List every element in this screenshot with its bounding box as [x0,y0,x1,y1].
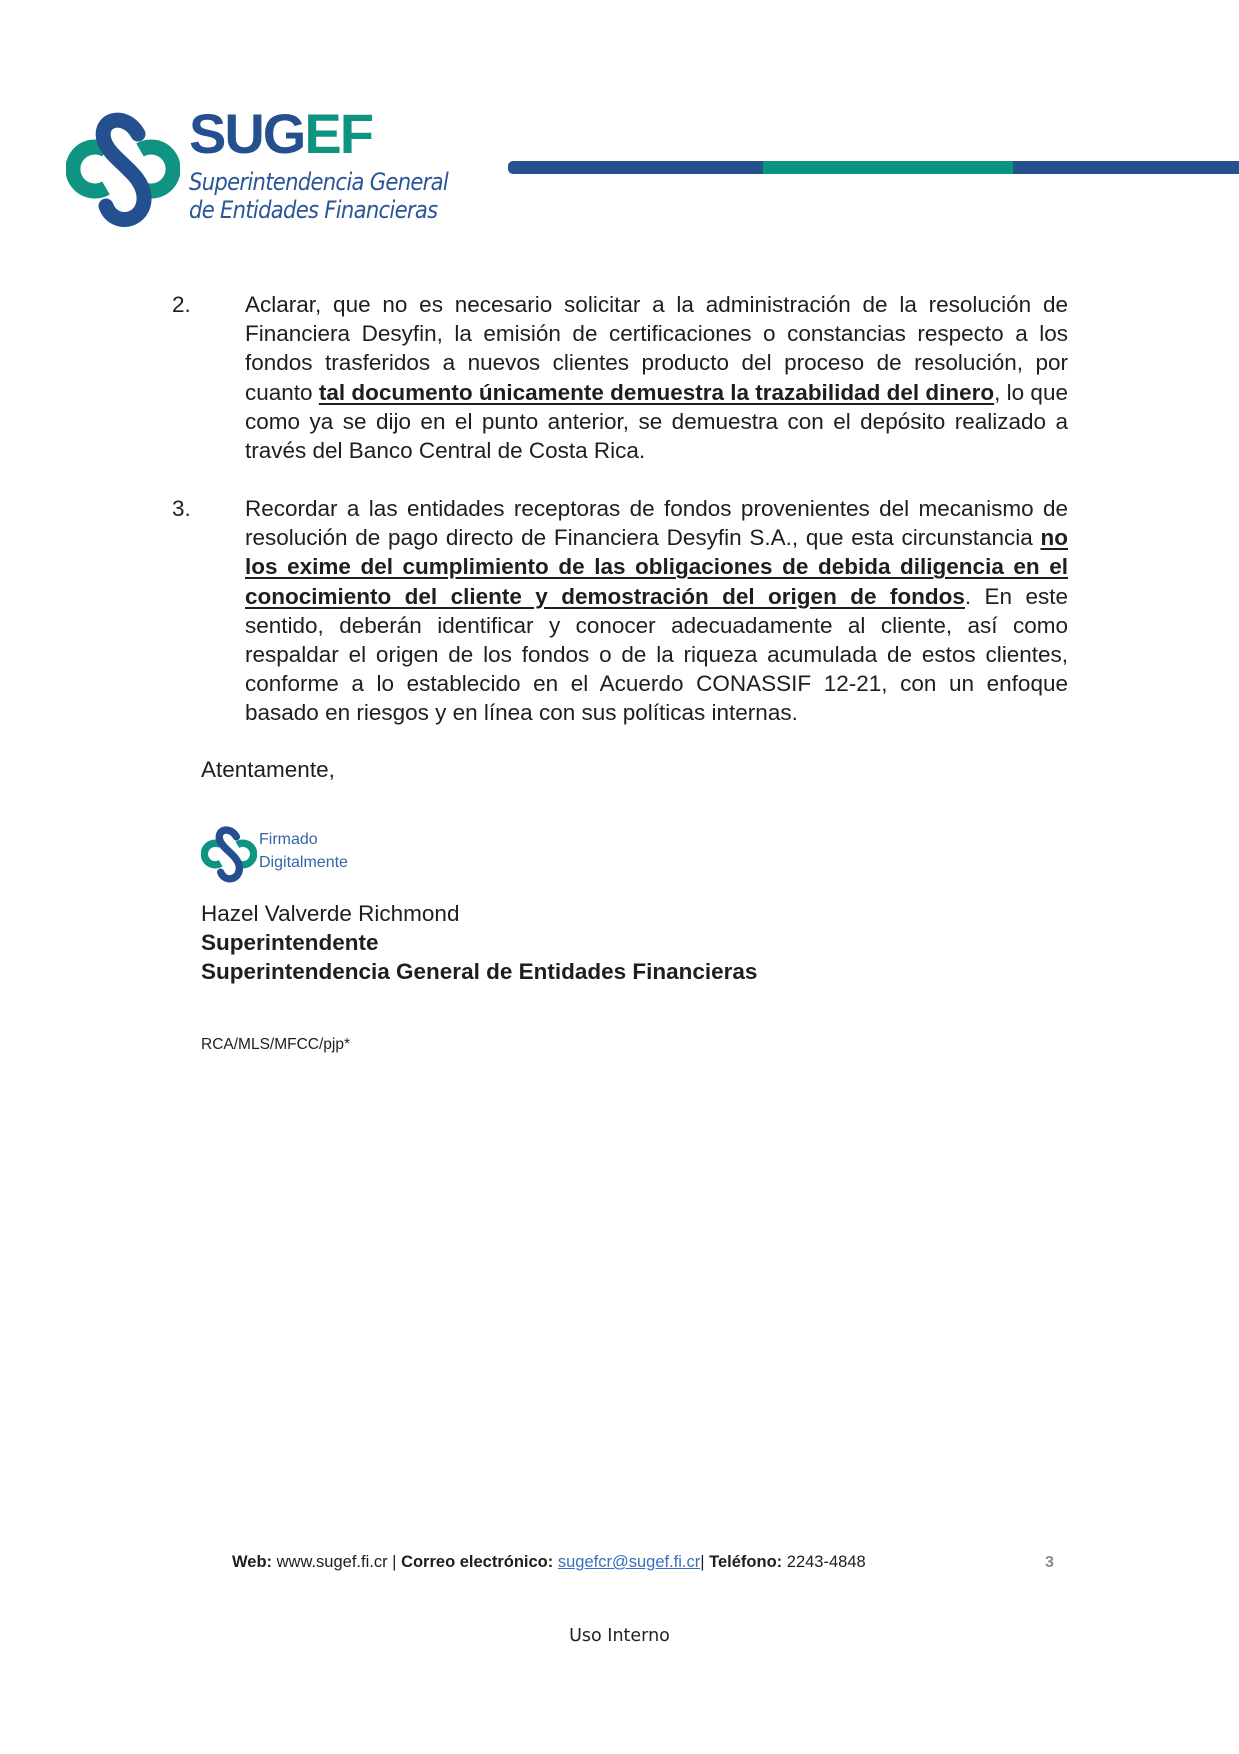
separator: | [392,1553,397,1571]
phone-value: 2243-4848 [786,1553,866,1571]
text-segment: Recordar a las entidades receptoras de fondos provenientes del mecanismo de resolución de pago directo de Financiera Desyfin S.A., que esta circunstancia [245,496,1068,551]
classification-label: Uso Interno [569,1626,670,1646]
logo-subtitle-line2: de Entidades Financieras [189,196,438,224]
text-segment: Aclarar, que no es necesario solicitar a la administración de la resolución de Financiera Desyfin, la emisión de certificaciones o constancias respecto a los fondos trasferidos a nuevos clientes producto del proceso de resolución, por cuanto [245,292,1068,405]
signer-name: Hazel Valverde Richmond [201,901,460,926]
stripe-segment-blue [508,161,763,174]
email-label: Correo electrónico: [401,1553,554,1571]
stamp-label-line1: Firmado [259,831,318,848]
text-segment: , lo que como ya se dijo en el punto anterior, se demuestra con el depósito realizado a través del Banco Central de Costa Rica. [245,379,1068,464]
email-link[interactable]: sugefcr@sugef.fi.cr [557,1553,701,1571]
sugef-logo [66,102,466,228]
logo-wordmark [189,102,372,165]
logo-word-part2: EF [304,102,372,165]
page-footer [232,1553,866,1572]
logo-subtitle-line1: Superintendencia General [189,168,449,196]
stamp-label-line2: Digitalmente [259,854,348,871]
web-value: www.sugef.fi.cr [276,1553,388,1571]
page-number: 3 [1045,1554,1054,1571]
list-item-number: 2. [172,292,191,317]
sugef-knot-logo-icon [66,110,180,228]
emphasized-text: no los exime del cumplimiento de las obligaciones de debida diligencia en el conocimiento del cliente y demostración del origen de fondos [245,525,1068,609]
sugef-knot-logo-icon [201,825,257,883]
phone-label: Teléfono: [709,1553,783,1571]
stripe-segment-teal [763,161,1013,174]
text-segment: . En este sentido, deberán identificar y conocer adecuadamente al cliente, así como respaldar el origen de los fondos o de la riqueza acumulada de estos clientes, conforme a lo establecido en el Acuerdo CONASSIF 12-21, con un enfoque basado en riesgos y en línea con sus políticas internas. [245,583,1068,726]
separator: | [700,1553,705,1571]
list-item-number: 3. [172,496,191,521]
list-item-text [245,290,1068,465]
stripe-segment-blue [1013,161,1239,174]
closing-salutation: Atentamente, [201,757,335,782]
signer-organization: Superintendencia General de Entidades Financieras [201,959,758,984]
digital-signature-stamp[interactable] [201,825,401,885]
emphasized-text: tal documento únicamente demuestra la trazabilidad del dinero [318,379,995,405]
logo-word-part1: SUG [189,102,305,165]
signer-title: Superintendente [201,930,379,955]
header-stripe [508,161,1239,174]
reference-initials: RCA/MLS/MFCC/pjp* [201,1036,350,1053]
list-item-text [245,494,1068,728]
web-label: Web: [232,1553,273,1571]
